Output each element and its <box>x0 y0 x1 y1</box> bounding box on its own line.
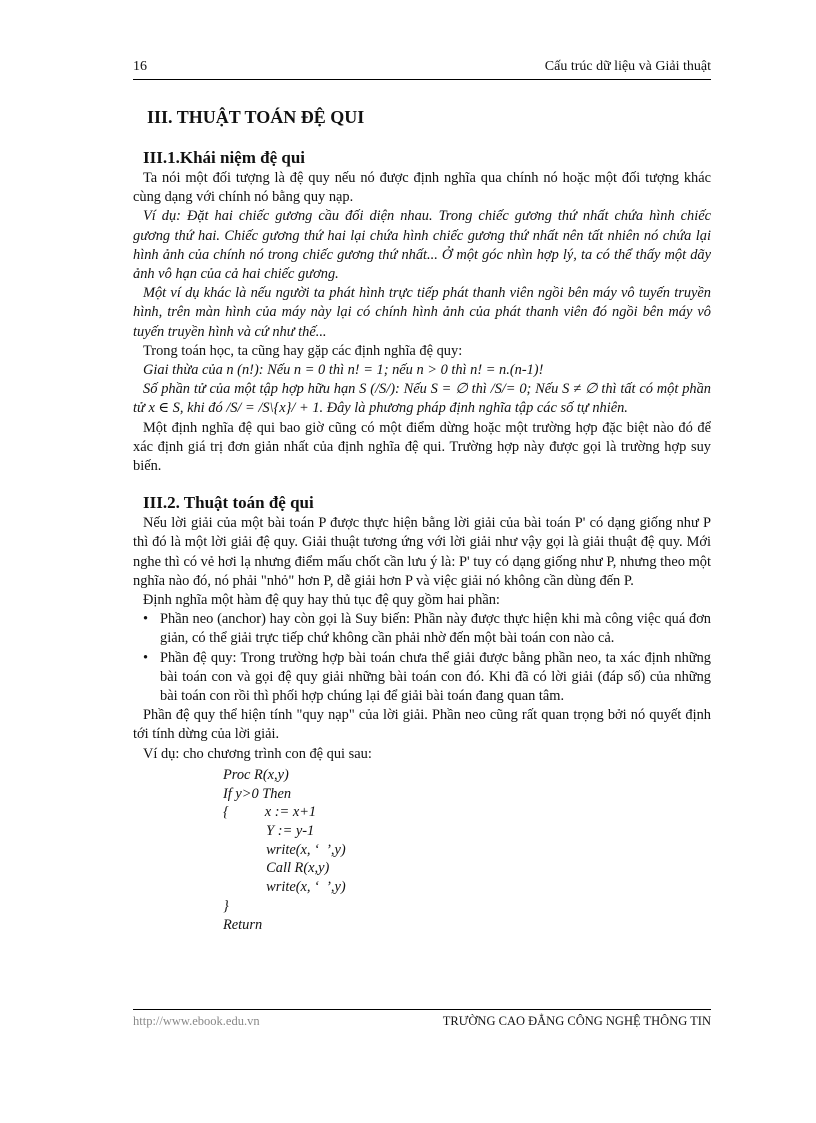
paragraph: Trong toán học, ta cũng hay gặp các định nghĩa đệ quy: <box>143 342 463 359</box>
code-line: Y := y-1 <box>223 823 315 839</box>
paragraph: Một định nghĩa đệ qui bao giờ cũng có một điểm dừng hoặc một trường hợp đặc biệt nào đó để xác định giá trị đơn giản nhất của định nghĩa đệ qui. Trường hợp này được gọi là trường hợp suy biến. <box>133 419 711 475</box>
code-line: { x := x+1 <box>223 804 317 821</box>
code-line: If y>0 Then <box>223 785 292 802</box>
code-line: Proc R(x,y) <box>223 766 289 783</box>
footer-url: http://www.ebook.edu.vn <box>133 1014 260 1028</box>
paragraph: Định nghĩa một hàm đệ quy hay thủ tục đệ quy gồm hai phần: <box>143 592 500 609</box>
list-item: • Phần neo (anchor) hay còn gọi là Suy biến: Phần này được thực hiện khi mà công việc quá đơn giản, có thể giải trực tiếp chứ không cần phải nhờ đến một bài toán con nào cả. <box>150 610 711 648</box>
paragraph: Nếu lời giải của một bài toán P được thực hiện bằng lời giải của bài toán P' có dạng giống như P thì đó là một lời giải đệ quy. Giải thuật tương ứng với lời giải như vậy gọi là giải thuật đệ quy. Mới nghe thì có vẻ hơi lạ nhưng điểm mấu chốt cần lưu ý là: P' tuy có dạng giống như P, nhưng theo một nghĩa nào đó, nó phải "nhỏ" hơn P, dễ giải hơn P và việc giải nó không cần dùng đến P. <box>133 515 711 589</box>
code-line: write(x, ‘ ’,y) <box>223 841 346 858</box>
code-line: Return <box>223 916 263 933</box>
subsection-1-title: III.1.Khái niệm đệ qui <box>143 148 306 167</box>
factorial-definition: Giai thừa của n (n!): Nếu n = 0 thì n! = 1; nếu n > 0 thì n! = n.(n-1)! <box>143 362 544 379</box>
code-line: } <box>223 897 229 914</box>
book-title: Cấu trúc dữ liệu và Giải thuật <box>544 59 711 74</box>
list-item: • Phần đệ quy: Trong trường hợp bài toán chưa thể giải được bằng phần neo, ta xác định những bài toán con và gọi đệ quy giải những bài toán con đó. Khi đã có lời giải (đáp số) của những bài toán con rồi thì phối hợp chúng lại để giải bài toán đang quan tâm. <box>150 649 711 707</box>
set-definition: Số phần tử của một tập hợp hữu hạn S (/S/): Nếu S = ∅ thì /S/= 0; Nếu S ≠ ∅ thì tất có một phần tử x ∈ S, khi đó /S/ = /S\{x}/ + 1. Đây là phương pháp định nghĩa tập các số tự nhiên. <box>133 381 711 417</box>
page-header <box>133 57 711 80</box>
paragraph: Ví dụ: cho chương trình con đệ qui sau: <box>143 745 372 762</box>
paragraph: Ta nói một đối tượng là đệ quy nếu nó được định nghĩa qua chính nó hoặc một đối tượng khác cùng dạng với chính nó bằng quy nạp. <box>133 170 711 206</box>
page-content <box>133 106 711 934</box>
subsection-2-title: III.2. Thuật toán đệ qui <box>143 493 314 513</box>
code-line: Call R(x,y) <box>223 860 330 877</box>
section-title: III. THUẬT TOÁN ĐỆ QUI <box>147 107 365 127</box>
footer-school: TRƯỜNG CAO ĐẲNG CÔNG NGHỆ THÔNG TIN <box>442 1014 711 1028</box>
code-line: write(x, ‘ ’,y) <box>223 879 346 896</box>
example-paragraph: Một ví dụ khác là nếu người ta phát hình trực tiếp phát thanh viên ngồi bên máy vô tuyến truyền hình, trên màn hình của máy này lại có chính hình ảnh của phát thanh viên đó ngồi bên máy vô tuyến truyền hình và cứ như thế... <box>133 285 711 340</box>
page-number: 16 <box>133 59 147 74</box>
code-block <box>223 766 711 934</box>
bullet-list <box>133 610 711 706</box>
paragraph: Phần đệ quy thể hiện tính "quy nạp" của lời giải. Phần neo cũng rất quan trọng bởi nó quyết định tới tính dừng của lời giải. <box>133 707 711 743</box>
example-paragraph: Ví dụ: Đặt hai chiếc gương cầu đối diện nhau. Trong chiếc gương thứ nhất chứa hình chiếc gương thứ hai. Chiếc gương thứ hai lại chứa hình chiếc gương thứ nhất nên tất nhiên nó chứa lại hình ảnh của chính nó trong chiếc gương thứ nhất... Ở một góc nhìn hợp lý, ta có thể thấy một dãy ảnh vô hạn của cả hai chiếc gương. <box>133 208 711 283</box>
page-footer <box>133 1009 711 1032</box>
